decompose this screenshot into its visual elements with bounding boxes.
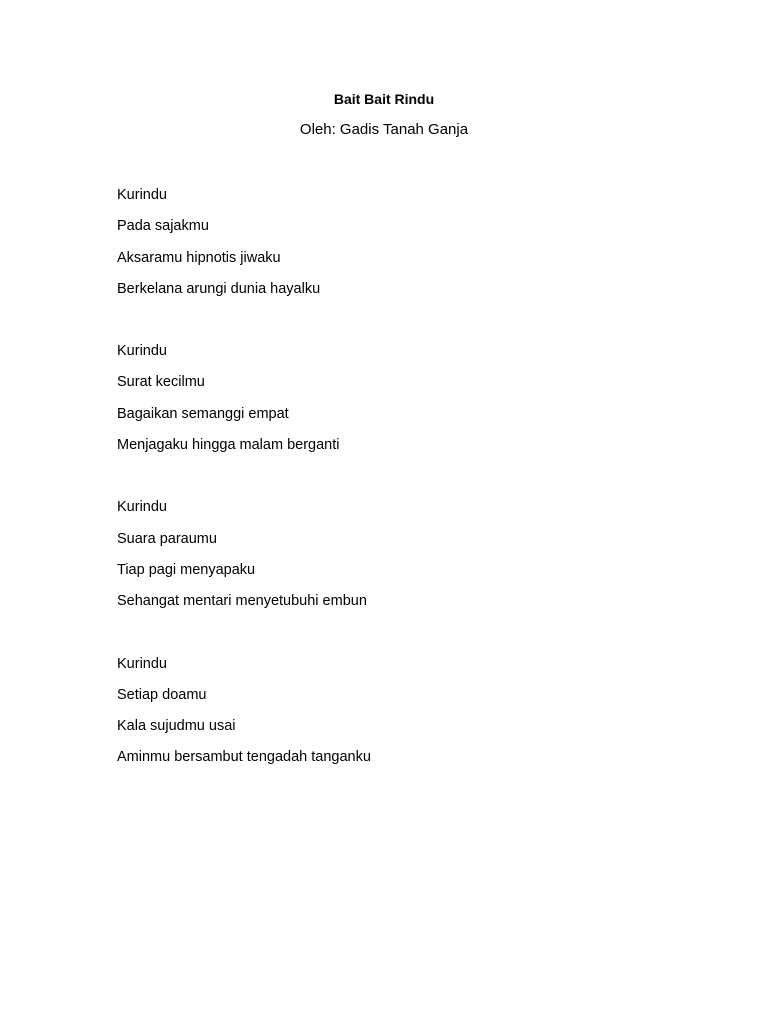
poem-line: Suara paraumu [117, 530, 217, 547]
stanza-2 [117, 336, 717, 461]
poem-line: Menjagaku hingga malam berganti [117, 437, 340, 454]
poem-line: Berkelana arungi dunia hayalku [117, 280, 321, 297]
poem-line: Tiap pagi menyapaku [117, 561, 256, 578]
poem-line: Aksaramu hipnotis jiwaku [117, 249, 281, 266]
poem-line: Kala sujudmu usai [117, 718, 236, 735]
poem-line: Sehangat mentari menyetubuhi embun [117, 593, 367, 610]
stanza-1 [117, 180, 717, 305]
poem-author: Oleh: Gadis Tanah Ganja [299, 121, 469, 138]
stanza-4 [117, 649, 717, 774]
poem-line: Bagaikan semanggi empat [117, 405, 289, 422]
poem-line: Aminmu bersambut tengadah tanganku [117, 749, 371, 766]
poem-body [117, 180, 717, 805]
poem-line: Kurindu [117, 343, 167, 360]
poem-line: Surat kecilmu [117, 374, 205, 391]
poem-title: Bait Bait Rindu [333, 91, 435, 107]
poem-line: Kurindu [117, 655, 167, 672]
stanza-3 [117, 492, 717, 617]
poem-line: Kurindu [117, 187, 167, 203]
poem-line: Kurindu [117, 499, 167, 516]
poem-line: Setiap doamu [117, 686, 207, 703]
poem-line: Pada sajakmu [117, 218, 209, 235]
